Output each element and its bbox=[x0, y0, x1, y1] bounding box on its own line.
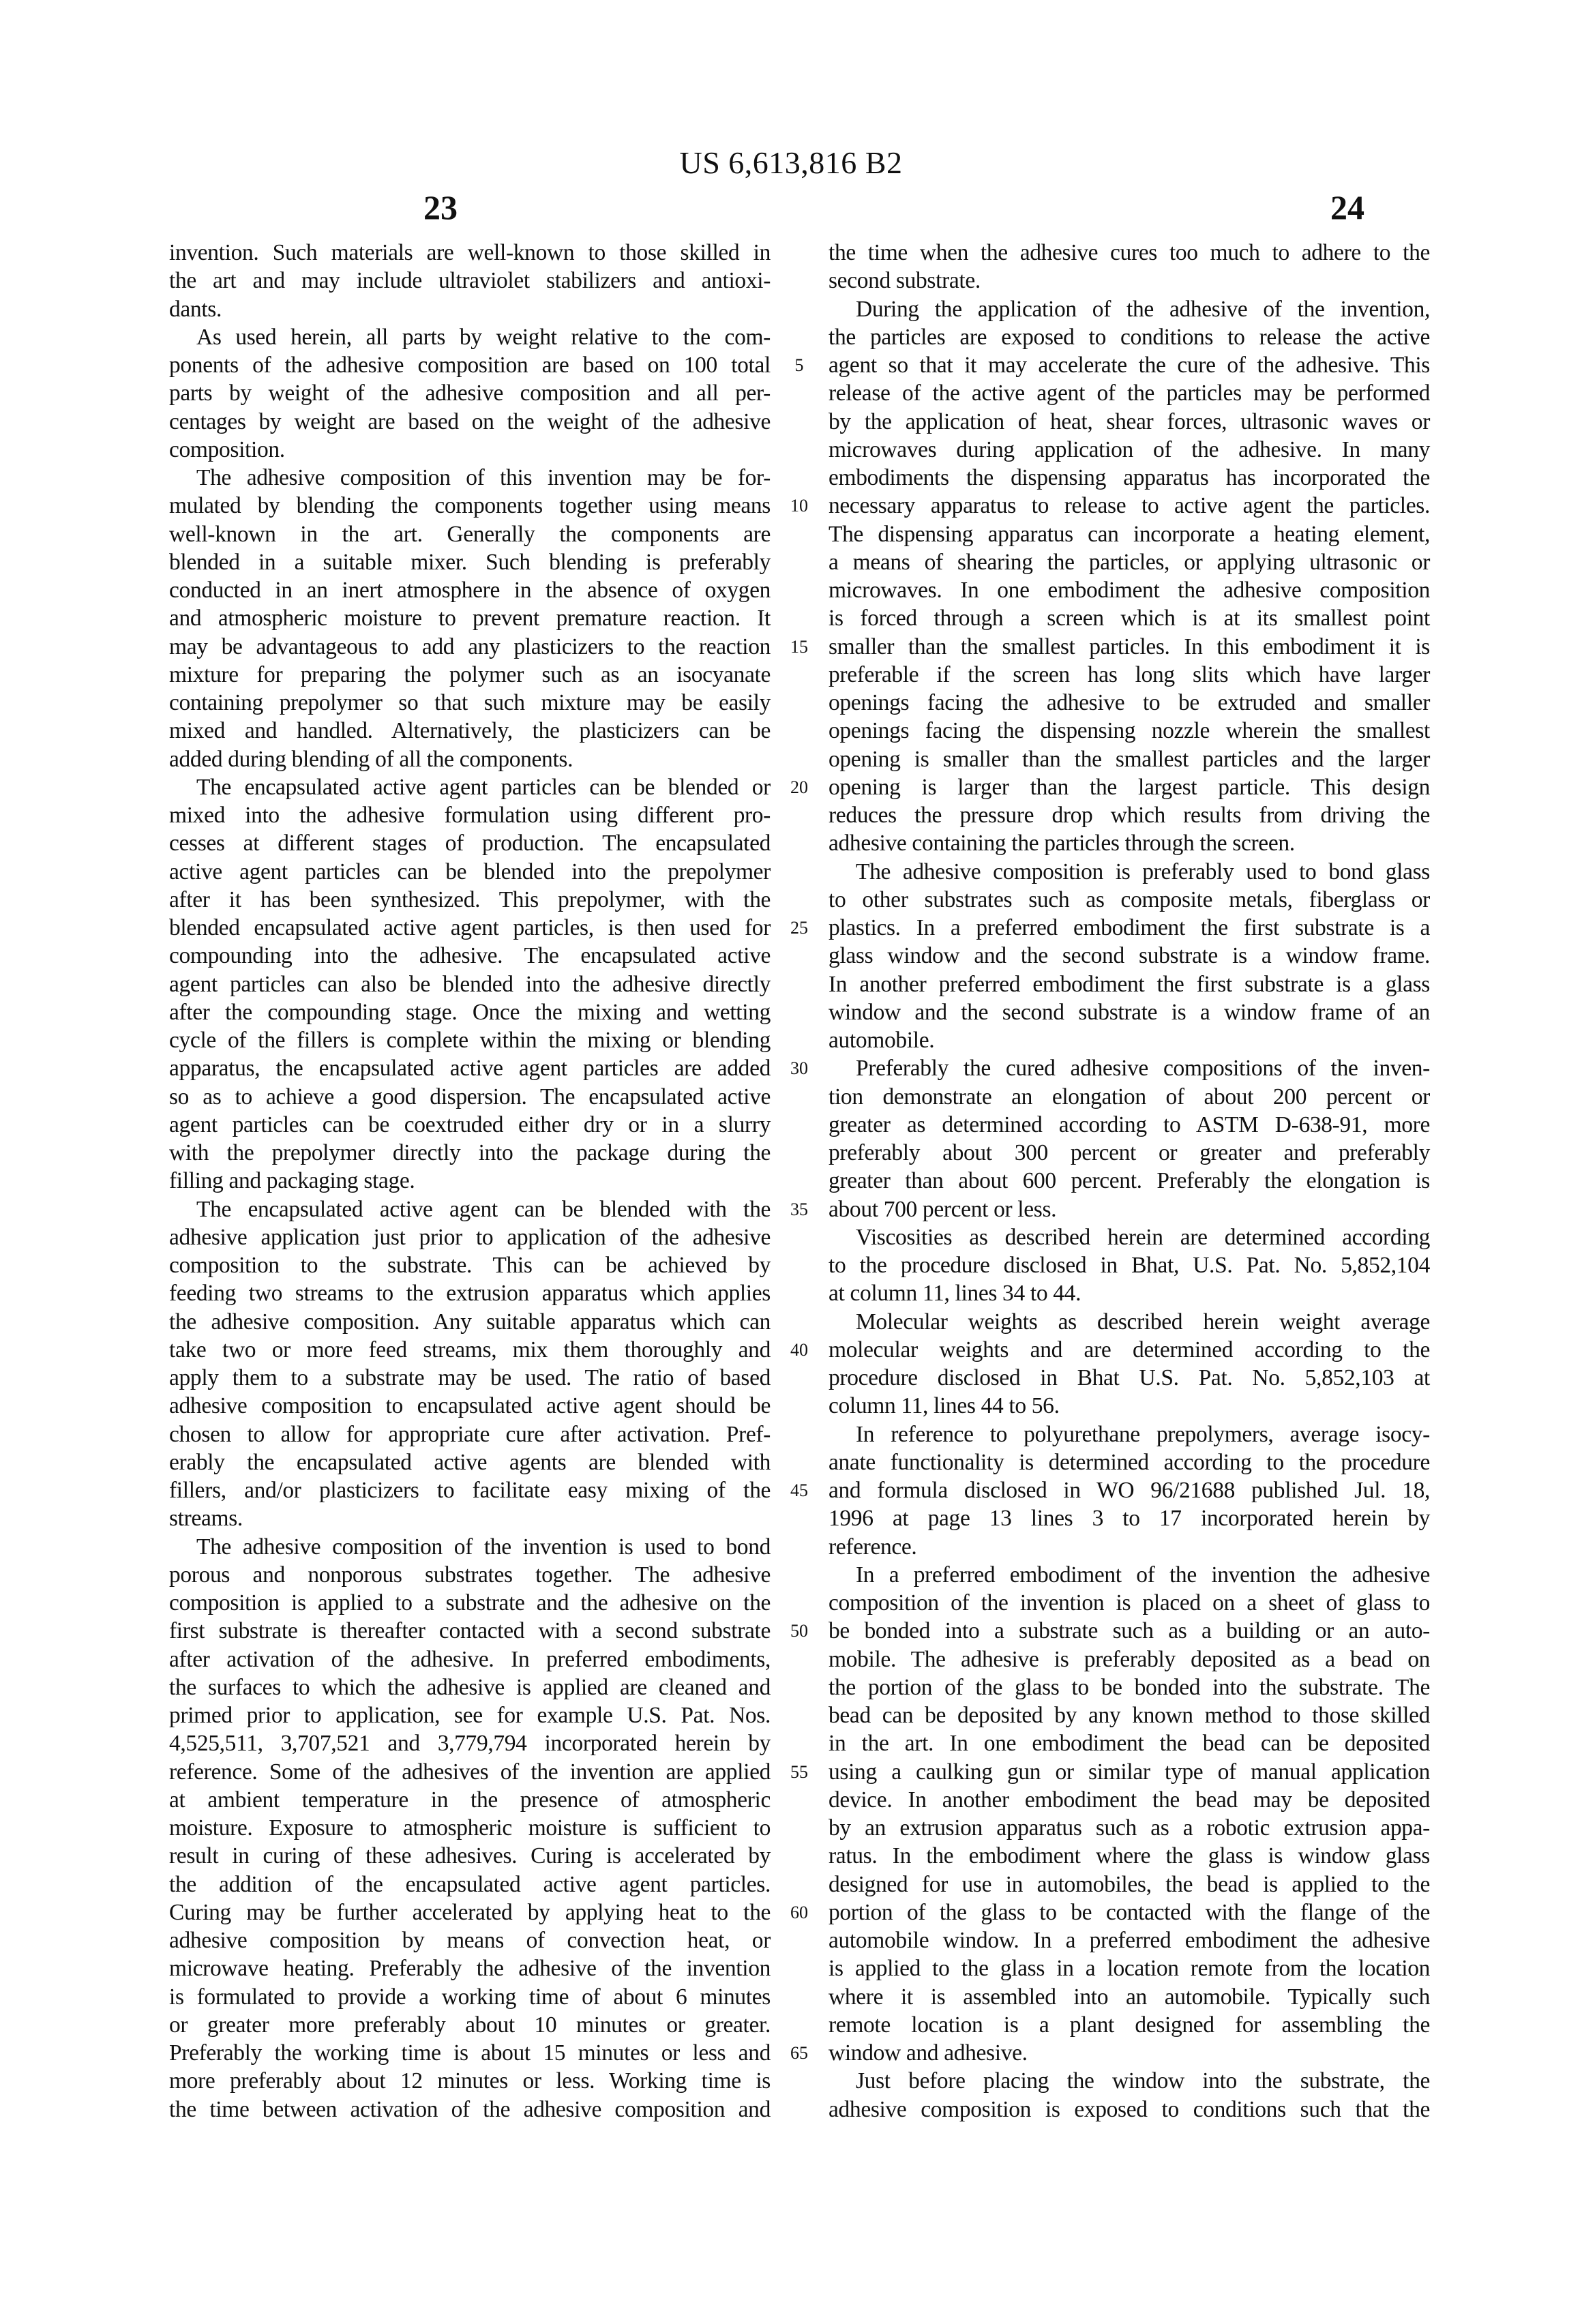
text-line: added during blending of all the components. bbox=[169, 746, 573, 772]
text-line: necessary apparatus to release to active agent the particles. bbox=[829, 493, 1430, 519]
text-line: at ambient temperature in the presence of atmospheric bbox=[169, 1787, 771, 1813]
text-line: the particles are exposed to conditions to release the active bbox=[829, 324, 1430, 350]
text-line: remote location is a plant designed for assembling the bbox=[829, 2012, 1430, 2038]
text-line: openings facing the dispensing nozzle wherein the smallest bbox=[829, 718, 1430, 744]
text-line: fillers, and/or plasticizers to facilitate easy mixing of the bbox=[169, 1478, 771, 1503]
text-line: the addition of the encapsulated active agent particles. bbox=[169, 1871, 771, 1897]
text-line: column 11, lines 44 to 56. bbox=[829, 1393, 1060, 1419]
text-line: adhesive application just prior to application of the adhesive bbox=[169, 1224, 771, 1250]
text-line: tion demonstrate an elongation of about 200 percent or bbox=[829, 1084, 1430, 1109]
text-line: be bonded into a substrate such as a building or an auto- bbox=[829, 1618, 1430, 1644]
text-line: In another preferred embodiment the first substrate is a glass bbox=[829, 971, 1430, 997]
text-line: may be advantageous to add any plasticizers to the reaction bbox=[169, 634, 771, 659]
text-line: the art and may include ultraviolet stabilizers and antioxi- bbox=[169, 268, 771, 294]
text-line: cesses at different stages of production. The encapsulated bbox=[169, 831, 771, 856]
text-line: invention. Such materials are well-known to those skilled in bbox=[169, 240, 771, 265]
text-line: procedure disclosed in Bhat U.S. Pat. No. 5,852,103 at bbox=[829, 1365, 1430, 1390]
text-line: moisture. Exposure to atmospheric moisture is sufficient to bbox=[169, 1815, 771, 1841]
text-line: after activation of the adhesive. In preferred embodiments, bbox=[169, 1646, 771, 1672]
text-line: In a preferred embodiment of the invention the adhesive bbox=[856, 1562, 1430, 1588]
line-number-marker: 30 bbox=[790, 1058, 808, 1079]
text-line: result in curing of these adhesives. Curing is accelerated by bbox=[169, 1843, 771, 1869]
text-line: plastics. In a preferred embodiment the first substrate is a bbox=[829, 915, 1430, 940]
text-line: streams. bbox=[169, 1506, 243, 1532]
text-line: to other substrates such as composite metals, fiberglass or bbox=[829, 887, 1430, 912]
text-line: The dispensing apparatus can incorporate a heating element, bbox=[829, 521, 1430, 547]
column-number-right: 24 bbox=[1330, 188, 1364, 226]
text-line: by the application of heat, shear forces, ultrasonic waves or bbox=[829, 408, 1430, 434]
text-line: is forced through a screen which is at its smallest point bbox=[829, 606, 1430, 631]
text-line: opening is smaller than the smallest particles and the larger bbox=[829, 746, 1430, 772]
text-line: mixed into the adhesive formulation using different pro- bbox=[169, 803, 771, 828]
text-line: first substrate is thereafter contacted with a second substrate bbox=[169, 1618, 771, 1644]
text-line: so as to achieve a good dispersion. The encapsulated active bbox=[169, 1084, 771, 1109]
line-number-marker: 40 bbox=[790, 1339, 808, 1360]
text-line: the time when the adhesive cures too much to adhere to the bbox=[829, 240, 1430, 265]
text-line: window and adhesive. bbox=[829, 2040, 1028, 2066]
text-line: glass window and the second substrate is a window frame. bbox=[829, 943, 1430, 969]
text-line: automobile. bbox=[829, 1028, 935, 1053]
text-line: Viscosities as described herein are determined according bbox=[856, 1224, 1430, 1250]
text-line: The adhesive composition of the invention is used to bond bbox=[196, 1534, 771, 1560]
text-line: second substrate. bbox=[829, 268, 981, 294]
line-number-marker: 65 bbox=[790, 2043, 808, 2063]
text-line: bead can be deposited by any known method to those skilled bbox=[829, 1703, 1430, 1728]
text-line: dants. bbox=[169, 296, 222, 322]
text-line: In reference to polyurethane prepolymers, average isocy- bbox=[856, 1421, 1430, 1447]
text-line: porous and nonporous substrates together. The adhesive bbox=[169, 1562, 771, 1588]
text-line: preferable if the screen has long slits which have larger bbox=[829, 661, 1430, 687]
text-column-right bbox=[829, 239, 1430, 2124]
text-line: take two or more feed streams, mix them thoroughly and bbox=[169, 1337, 771, 1362]
text-line: microwave heating. Preferably the adhesive of the invention bbox=[169, 1956, 771, 1982]
text-line: agent so that it may accelerate the cure of the adhesive. This bbox=[829, 353, 1430, 378]
text-line: adhesive composition by means of convection heat, or bbox=[169, 1928, 771, 1953]
line-number-marker: 55 bbox=[790, 1761, 808, 1782]
text-line: designed for use in automobiles, the bead is applied to the bbox=[829, 1871, 1430, 1897]
line-number-marker: 15 bbox=[790, 636, 808, 657]
text-line: with the prepolymer directly into the package during the bbox=[169, 1140, 771, 1165]
text-line: after the compounding stage. Once the mixing and wetting bbox=[169, 999, 771, 1025]
text-line: compounding into the adhesive. The encapsulated active bbox=[169, 943, 771, 969]
text-line: in the art. In one embodiment the bead can be deposited bbox=[829, 1731, 1430, 1757]
text-line: containing prepolymer so that such mixture may be easily bbox=[169, 690, 771, 715]
text-line: microwaves. In one embodiment the adhesive composition bbox=[829, 578, 1430, 603]
text-line: agent particles can be coextruded either dry or in a slurry bbox=[169, 1112, 771, 1137]
text-line: conducted in an inert atmosphere in the absence of oxygen bbox=[169, 578, 771, 603]
text-line: mixture for preparing the polymer such as an isocyanate bbox=[169, 661, 771, 687]
text-line: device. In another embodiment the bead may be deposited bbox=[829, 1787, 1430, 1813]
line-number-marker: 25 bbox=[790, 918, 808, 938]
line-number-marker: 35 bbox=[790, 1199, 808, 1219]
text-line: apparatus, the encapsulated active agent particles are added bbox=[169, 1056, 771, 1082]
text-line: Preferably the working time is about 15 minutes or less and bbox=[169, 2040, 771, 2066]
text-line: at column 11, lines 34 to 44. bbox=[829, 1281, 1081, 1307]
text-line: active agent particles can be blended into the prepolymer bbox=[169, 859, 771, 884]
text-line: adhesive composition to encapsulated active agent should be bbox=[169, 1393, 771, 1419]
text-line: As used herein, all parts by weight relative to the com- bbox=[196, 324, 771, 350]
text-line: ponents of the adhesive composition are based on 100 total bbox=[169, 353, 771, 378]
text-line: cycle of the fillers is complete within the mixing or blending bbox=[169, 1028, 771, 1053]
text-line: chosen to allow for appropriate cure after activation. Pref- bbox=[169, 1421, 771, 1447]
text-line: 1996 at page 13 lines 3 to 17 incorporated herein by bbox=[829, 1506, 1430, 1532]
text-line: agent particles can also be blended into the adhesive directly bbox=[169, 971, 771, 997]
text-line: composition is applied to a substrate and the adhesive on the bbox=[169, 1590, 771, 1615]
text-line: openings facing the adhesive to be extruded and smaller bbox=[829, 690, 1430, 715]
text-line: the surfaces to which the adhesive is applied are cleaned and bbox=[169, 1674, 771, 1700]
text-line: after it has been synthesized. This prepolymer, with the bbox=[169, 887, 771, 912]
text-line: composition of the invention is placed on a sheet of glass to bbox=[829, 1590, 1430, 1615]
text-line: greater than about 600 percent. Preferably the elongation is bbox=[829, 1168, 1430, 1194]
text-line: is formulated to provide a working time of about 6 minutes bbox=[169, 1984, 771, 2010]
text-line: or greater more preferably about 10 minutes or greater. bbox=[169, 2012, 771, 2038]
text-line: molecular weights and are determined according to the bbox=[829, 1337, 1430, 1362]
text-line: The encapsulated active agent particles can be blended or bbox=[196, 774, 771, 800]
text-line: adhesive containing the particles through the screen. bbox=[829, 831, 1295, 856]
text-line: The adhesive composition of this invention may be for- bbox=[196, 465, 771, 490]
text-line: ratus. In the embodiment where the glass is window glass bbox=[829, 1843, 1430, 1869]
text-line: a means of shearing the particles, or applying ultrasonic or bbox=[829, 549, 1430, 575]
text-line: 4,525,511, 3,707,521 and 3,779,794 incorporated herein by bbox=[169, 1731, 771, 1757]
text-line: Preferably the cured adhesive compositions of the inven- bbox=[856, 1056, 1430, 1082]
text-line: anate functionality is determined according to the procedure bbox=[829, 1449, 1430, 1475]
text-line: and formula disclosed in WO 96/21688 published Jul. 18, bbox=[829, 1478, 1430, 1503]
text-line: blended in a suitable mixer. Such blending is preferably bbox=[169, 549, 771, 575]
text-line: centages by weight are based on the weight of the adhesive bbox=[169, 408, 771, 434]
text-line: mobile. The adhesive is preferably deposited as a bead on bbox=[829, 1646, 1430, 1672]
text-line: filling and packaging stage. bbox=[169, 1168, 415, 1194]
text-line: Molecular weights as described herein weight average bbox=[856, 1309, 1430, 1335]
line-number-marker: 5 bbox=[794, 355, 804, 375]
text-line: primed prior to application, see for example U.S. Pat. Nos. bbox=[169, 1703, 771, 1728]
line-number-marker: 50 bbox=[790, 1621, 808, 1641]
text-line: composition. bbox=[169, 436, 285, 462]
line-number-marker: 20 bbox=[790, 777, 808, 797]
text-line: blended encapsulated active agent particles, is then used for bbox=[169, 915, 771, 940]
text-line: opening is larger than the largest particle. This design bbox=[829, 774, 1430, 800]
text-line: portion of the glass to be contacted with the flange of the bbox=[829, 1899, 1430, 1925]
text-line: Just before placing the window into the substrate, the bbox=[856, 2068, 1430, 2094]
text-line: reduces the pressure drop which results from driving the bbox=[829, 803, 1430, 828]
patent-number-header: US 6,613,816 B2 bbox=[679, 145, 903, 180]
text-line: window and the second substrate is a window frame of an bbox=[829, 999, 1430, 1025]
text-line: embodiments the dispensing apparatus has incorporated the bbox=[829, 465, 1430, 490]
text-line: reference. Some of the adhesives of the invention are applied bbox=[169, 1759, 771, 1785]
text-line: The adhesive composition is preferably used to bond glass bbox=[856, 859, 1430, 884]
text-line: parts by weight of the adhesive composition and all per- bbox=[169, 381, 771, 406]
text-line: release of the active agent of the particles may be performed bbox=[829, 381, 1430, 406]
text-line: about 700 percent or less. bbox=[829, 1196, 1057, 1222]
text-line: the adhesive composition. Any suitable apparatus which can bbox=[169, 1309, 771, 1335]
text-line: mulated by blending the components together using means bbox=[169, 493, 771, 519]
line-number-marker: 60 bbox=[790, 1902, 808, 1922]
line-number-marker: 45 bbox=[790, 1480, 808, 1500]
line-number-marker: 10 bbox=[790, 496, 808, 516]
text-line: is applied to the glass in a location remote from the location bbox=[829, 1956, 1430, 1982]
text-line: greater as determined according to ASTM D-638-91, more bbox=[829, 1112, 1430, 1137]
text-line: apply them to a substrate may be used. The ratio of based bbox=[169, 1365, 771, 1390]
text-line: by an extrusion apparatus such as a robotic extrusion appa- bbox=[829, 1815, 1430, 1841]
text-line: to the procedure disclosed in Bhat, U.S. Pat. No. 5,852,104 bbox=[829, 1253, 1430, 1278]
text-line: the portion of the glass to be bonded into the substrate. The bbox=[829, 1674, 1430, 1700]
text-line: reference. bbox=[829, 1534, 917, 1560]
text-line: feeding two streams to the extrusion apparatus which applies bbox=[169, 1281, 771, 1307]
text-line: mixed and handled. Alternatively, the plasticizers can be bbox=[169, 718, 771, 744]
text-line: where it is assembled into an automobile. Typically such bbox=[829, 1984, 1430, 2010]
text-line: erably the encapsulated active agents are blended with bbox=[169, 1449, 771, 1475]
column-number-left: 23 bbox=[423, 188, 458, 226]
text-line: using a caulking gun or similar type of manual application bbox=[829, 1759, 1430, 1785]
text-line: The encapsulated active agent can be blended with the bbox=[196, 1196, 771, 1222]
text-line: automobile window. In a preferred embodiment the adhesive bbox=[829, 1928, 1430, 1953]
text-line: the time between activation of the adhesive composition and bbox=[169, 2096, 771, 2122]
text-line: During the application of the adhesive of the invention, bbox=[856, 296, 1430, 322]
text-line: smaller than the smallest particles. In this embodiment it is bbox=[829, 634, 1430, 659]
text-line: preferably about 300 percent or greater and preferably bbox=[829, 1140, 1430, 1165]
text-line: Curing may be further accelerated by applying heat to the bbox=[169, 1899, 771, 1925]
text-column-left bbox=[169, 239, 771, 2124]
text-line: microwaves during application of the adhesive. In many bbox=[829, 436, 1430, 462]
text-line: composition to the substrate. This can be achieved by bbox=[169, 1253, 771, 1278]
text-line: adhesive composition is exposed to conditions such that the bbox=[829, 2096, 1430, 2122]
text-line: and atmospheric moisture to prevent premature reaction. It bbox=[169, 606, 771, 631]
text-line: more preferably about 12 minutes or less. Working time is bbox=[169, 2068, 771, 2094]
text-line: well-known in the art. Generally the components are bbox=[169, 521, 771, 547]
